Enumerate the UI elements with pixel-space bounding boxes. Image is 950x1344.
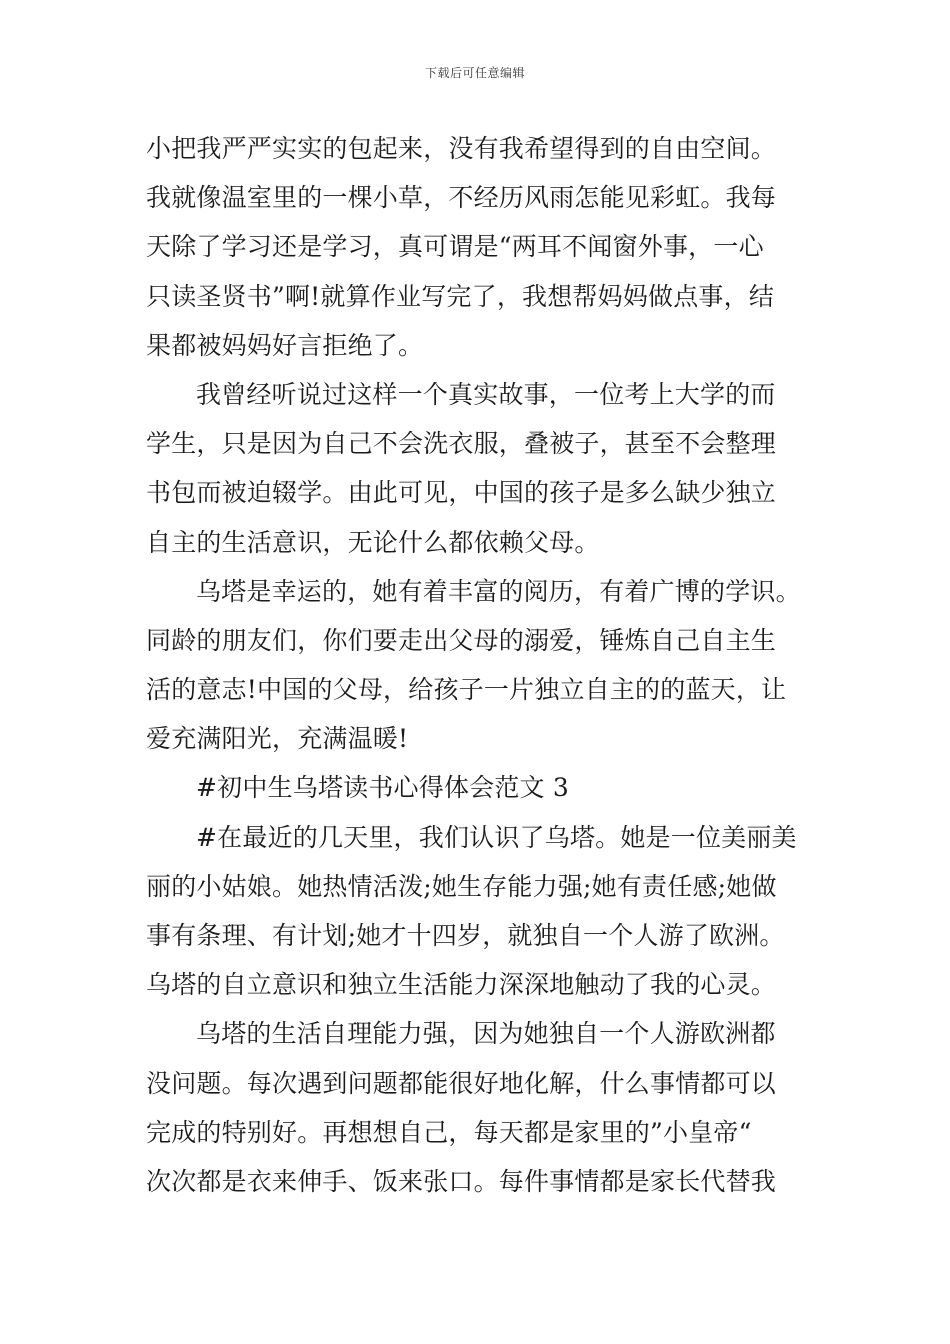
- text-line: 自主的生活意识，无论什么都依赖父母。: [146, 527, 600, 557]
- paragraph-start-line: 乌塔的生活自理能力强，因为她独自一个人游欧洲都: [196, 1019, 776, 1049]
- text-line: 次次都是衣来伸手、饭来张口。每件事情都是家长代替我: [146, 1166, 777, 1196]
- paragraph-start-line: 我曾经听说过这样一个真实故事，一位考上大学的而: [196, 379, 776, 409]
- text-line: 没问题。每次遇到问题都能很好地化解，什么事情都可以: [146, 1068, 777, 1098]
- text-line: 事有条理、有计划;她才十四岁，就独自一个人游了欧洲。: [146, 921, 785, 950]
- section-heading: #初中生乌塔读书心得体会范文 3: [196, 773, 570, 803]
- text-line: 乌塔的自立意识和独立生活能力深深地触动了我的心灵。: [146, 970, 777, 1000]
- text-line: 小把我严严实实的包起来，没有我希望得到的自由空间。: [146, 134, 777, 163]
- text-line: 活的意志!中国的父母，给孩子一片独立自主的的蓝天，让: [146, 675, 787, 705]
- text-line: 同龄的朋友们，你们要走出父母的溺爱，锤炼自己自主生: [146, 625, 777, 655]
- text-line: 只读圣贤书”啊!就算作业写完了，我想帮妈妈做点事，结: [146, 281, 775, 311]
- text-line: 爱充满阳光，充满温暖!: [146, 724, 409, 754]
- header-note: 下载后可任意编辑: [424, 66, 525, 80]
- text-line: 天除了学习还是学习，真可谓是“两耳不闻窗外事，一心: [146, 232, 764, 262]
- paragraph-start-line: 乌塔是幸运的，她有着丰富的阅历，有着广博的学识。: [196, 576, 801, 606]
- document-body: [146, 124, 826, 1206]
- text-line: 完成的特别好。再想想自己，每天都是家里的”小皇帝“: [146, 1117, 752, 1147]
- text-line: 书包而被迫辍学。由此可见，中国的孩子是多么缺少独立: [146, 478, 777, 508]
- text-line: 学生，只是因为自己不会洗衣服，叠被子，甚至不会整理: [146, 429, 777, 459]
- paragraph-start-line: #在最近的几天里，我们认识了乌塔。她是一位美丽美: [196, 822, 797, 852]
- text-line: 我就像温室里的一棵小草，不经历风雨怎能见彩虹。我每: [146, 183, 777, 213]
- text-line: 果都被妈妈好言拒绝了。: [146, 330, 424, 360]
- text-line: 丽的小姑娘。她热情活泼;她生存能力强;她有责任感;她做: [146, 871, 777, 901]
